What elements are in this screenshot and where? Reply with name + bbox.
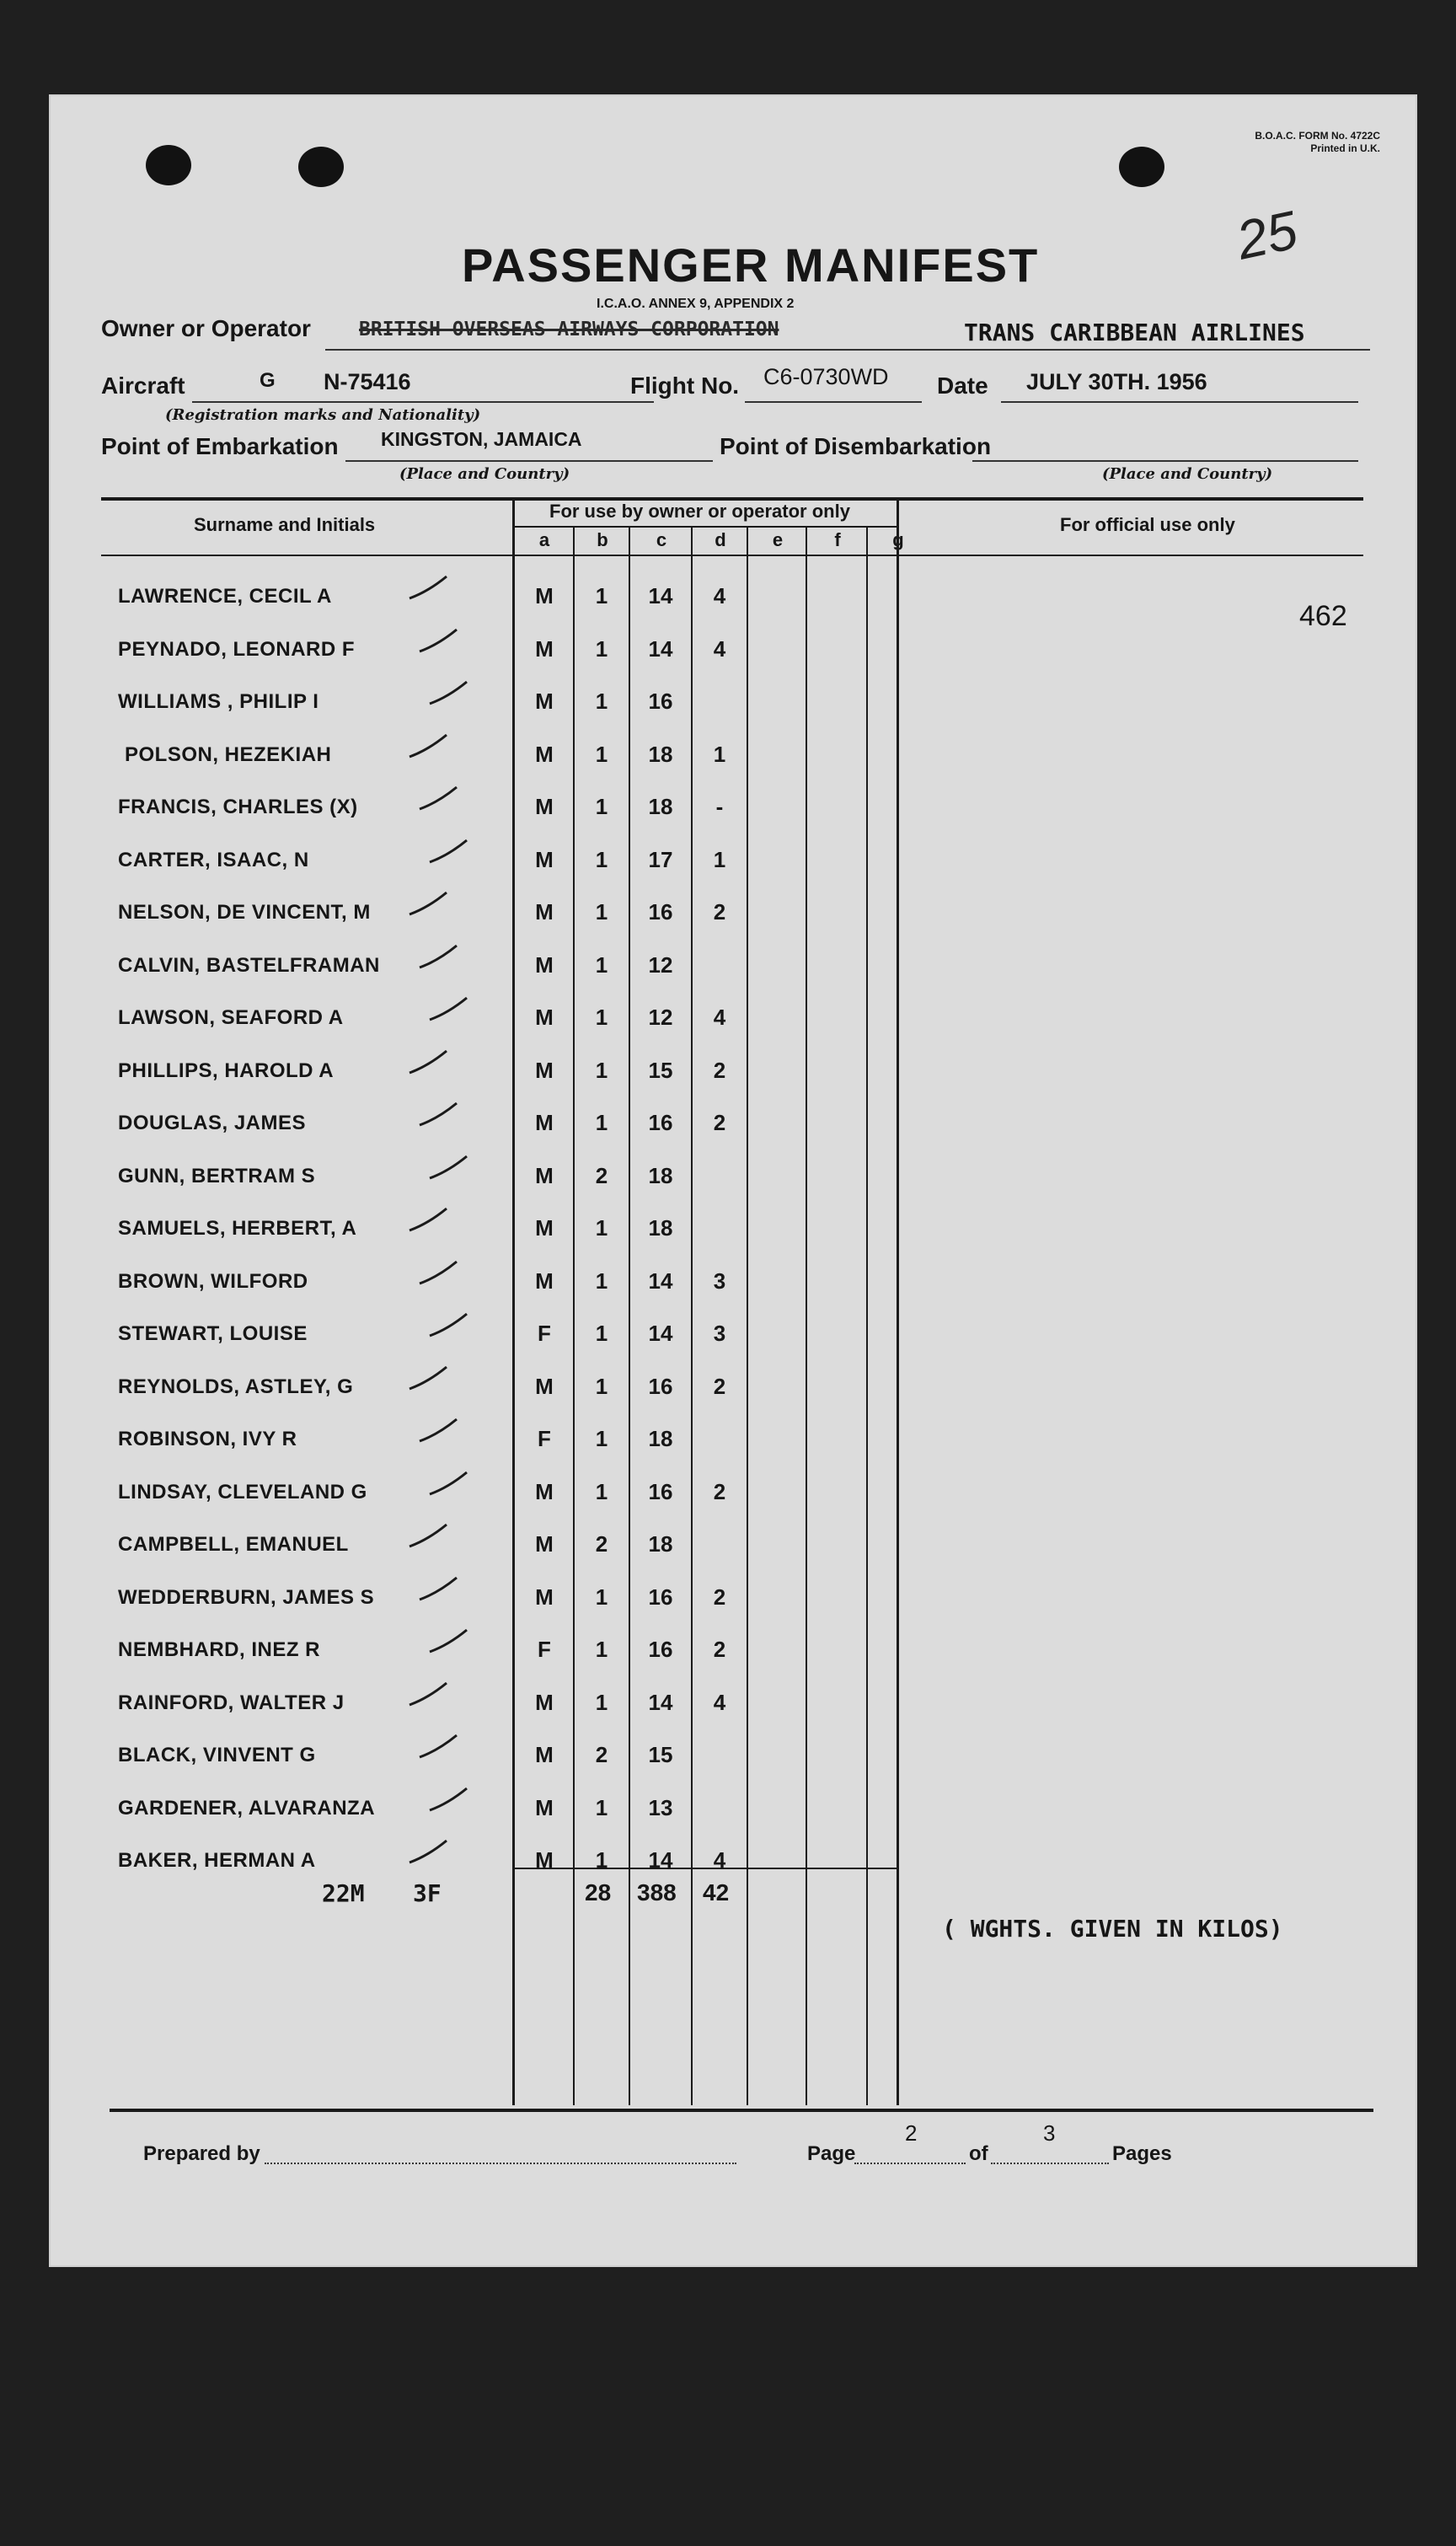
handwritten-corner-mark: 25 bbox=[1231, 199, 1303, 271]
cell-b: 2 bbox=[595, 1531, 608, 1557]
passenger-name: POLSON, HEZEKIAH bbox=[125, 743, 332, 766]
check-mark-icon bbox=[403, 1205, 453, 1237]
date-value: JULY 30TH. 1956 bbox=[1026, 369, 1207, 394]
cell-c: 13 bbox=[648, 1795, 673, 1820]
cell-b: 1 bbox=[595, 952, 608, 978]
manifest-sheet bbox=[49, 94, 1417, 2267]
cell-a: M bbox=[535, 1163, 554, 1188]
surname-header: Surname and Initials bbox=[194, 514, 376, 535]
passenger-name: LINDSAY, CLEVELAND G bbox=[118, 1481, 367, 1503]
cell-b: 1 bbox=[595, 1005, 608, 1030]
cell-c: 18 bbox=[648, 742, 673, 767]
passenger-name: NEMBHARD, INEZ R bbox=[118, 1638, 320, 1661]
totals-female: 3F bbox=[413, 1879, 442, 1907]
check-mark-icon bbox=[423, 1627, 474, 1659]
cell-c: 12 bbox=[648, 952, 673, 978]
punch-hole bbox=[1119, 147, 1164, 187]
cell-c: 18 bbox=[648, 1531, 673, 1557]
cell-a: F bbox=[538, 1637, 551, 1662]
cell-b: 1 bbox=[595, 636, 608, 662]
owner-value: TRANS CARIBBEAN AIRLINES bbox=[964, 319, 1305, 346]
group-header: For use by owner or operator only bbox=[549, 501, 850, 522]
cell-a: F bbox=[538, 1321, 551, 1346]
form-number: B.O.A.C. FORM No. 4722C Printed in U.K. bbox=[1255, 130, 1380, 154]
date-label: Date bbox=[937, 373, 988, 399]
passenger-name: DOUGLAS, JAMES bbox=[118, 1112, 307, 1134]
owner-struck-value: BRITISH OVERSEAS AIRWAYS CORPORATION bbox=[359, 319, 779, 340]
cell-d: 2 bbox=[713, 1110, 726, 1135]
passenger-name: SAMUELS, HERBERT, A bbox=[118, 1217, 357, 1240]
passenger-name: WILLIAMS , PHILIP I bbox=[118, 690, 319, 713]
check-mark-icon bbox=[403, 1680, 453, 1712]
passenger-name: REYNOLDS, ASTLEY, G bbox=[118, 1375, 354, 1398]
passenger-name: CALVIN, BASTELFRAMAN bbox=[118, 954, 380, 977]
official-note: 462 bbox=[1299, 600, 1347, 632]
cell-d: - bbox=[715, 794, 724, 819]
cell-b: 1 bbox=[595, 1268, 608, 1294]
embark-label: Point of Embarkation bbox=[101, 433, 339, 459]
cell-d: 2 bbox=[713, 1584, 726, 1610]
cell-c: 16 bbox=[648, 1374, 673, 1399]
disembark-note: (Place and Country) bbox=[1102, 465, 1273, 483]
cell-a: F bbox=[538, 1426, 551, 1451]
check-mark-icon bbox=[403, 1521, 453, 1553]
passenger-name: PEYNADO, LEONARD F bbox=[118, 638, 356, 661]
check-mark-icon bbox=[423, 994, 474, 1026]
cell-a: M bbox=[535, 583, 554, 608]
totals-d: 42 bbox=[703, 1879, 730, 1905]
cell-d: 4 bbox=[713, 1847, 726, 1873]
cell-d: 2 bbox=[713, 1637, 726, 1662]
page-subtitle: I.C.A.O. ANNEX 9, APPENDIX 2 bbox=[597, 297, 795, 311]
check-mark-icon bbox=[413, 1100, 463, 1132]
passenger-name: NELSON, DE VINCENT, M bbox=[118, 901, 371, 924]
cell-b: 1 bbox=[595, 1479, 608, 1504]
aircraft-note: (Registration marks and Nationality) bbox=[165, 406, 481, 424]
flight-label: Flight No. bbox=[630, 373, 740, 399]
check-mark-icon bbox=[413, 1574, 463, 1606]
check-mark-icon bbox=[403, 889, 453, 921]
cell-c: 17 bbox=[648, 847, 673, 872]
cell-a: M bbox=[535, 1795, 554, 1820]
check-mark-icon bbox=[423, 1469, 474, 1501]
check-mark-icon bbox=[423, 837, 474, 869]
cell-b: 1 bbox=[595, 1637, 608, 1662]
passenger-name: CAMPBELL, EMANUEL bbox=[118, 1533, 349, 1556]
column-header-a: a bbox=[538, 529, 550, 550]
page-label: Page bbox=[807, 2142, 856, 2165]
cell-d: 1 bbox=[713, 847, 726, 872]
cell-c: 16 bbox=[648, 1637, 673, 1662]
cell-a: M bbox=[535, 1531, 554, 1557]
cell-d: 3 bbox=[713, 1321, 726, 1346]
cell-a: M bbox=[535, 794, 554, 819]
prepared-label: Prepared by bbox=[143, 2142, 260, 2165]
cell-d: 3 bbox=[713, 1268, 726, 1294]
cell-d: 2 bbox=[713, 1479, 726, 1504]
cell-a: M bbox=[535, 1584, 554, 1610]
passenger-name: ROBINSON, IVY R bbox=[118, 1428, 297, 1450]
passenger-name: GUNN, BERTRAM S bbox=[118, 1165, 316, 1187]
passenger-name: RAINFORD, WALTER J bbox=[118, 1691, 345, 1714]
cell-d: 2 bbox=[713, 1374, 726, 1399]
column-header-g: g bbox=[892, 529, 904, 550]
owner-label: Owner or Operator bbox=[101, 315, 311, 341]
cell-c: 18 bbox=[648, 1163, 673, 1188]
cell-b: 2 bbox=[595, 1742, 608, 1767]
passenger-name: BROWN, WILFORD bbox=[118, 1270, 308, 1293]
passenger-name: LAWSON, SEAFORD A bbox=[118, 1006, 344, 1029]
disembark-label: Point of Disembarkation bbox=[720, 433, 992, 459]
cell-b: 2 bbox=[595, 1163, 608, 1188]
passenger-name: GARDENER, ALVARANZA bbox=[118, 1797, 376, 1820]
check-mark-icon bbox=[423, 1785, 474, 1817]
official-header: For official use only bbox=[1060, 514, 1235, 535]
cell-d: 4 bbox=[713, 583, 726, 608]
cell-a: M bbox=[535, 899, 554, 925]
cell-b: 1 bbox=[595, 1426, 608, 1451]
cell-b: 1 bbox=[595, 794, 608, 819]
cell-c: 16 bbox=[648, 899, 673, 925]
cell-c: 14 bbox=[648, 583, 673, 608]
passenger-name: LAWRENCE, CECIL A bbox=[118, 585, 332, 608]
of-value: 3 bbox=[1043, 2120, 1056, 2146]
cell-c: 18 bbox=[648, 1215, 673, 1241]
cell-c: 14 bbox=[648, 636, 673, 662]
aircraft-prefix: G bbox=[260, 369, 276, 392]
totals-b: 28 bbox=[585, 1879, 612, 1905]
cell-c: 14 bbox=[648, 1321, 673, 1346]
cell-b: 1 bbox=[595, 1374, 608, 1399]
page-title: PASSENGER MANIFEST bbox=[462, 239, 1040, 292]
cell-b: 1 bbox=[595, 1690, 608, 1715]
cell-c: 12 bbox=[648, 1005, 673, 1030]
cell-a: M bbox=[535, 1742, 554, 1767]
cell-b: 1 bbox=[595, 1795, 608, 1820]
cell-a: M bbox=[535, 1268, 554, 1294]
of-label: of bbox=[969, 2142, 988, 2165]
flight-value: C6-0730WD bbox=[763, 364, 889, 389]
cell-b: 1 bbox=[595, 899, 608, 925]
check-mark-icon bbox=[403, 573, 453, 605]
check-mark-icon bbox=[413, 1416, 463, 1448]
embark-note: (Place and Country) bbox=[399, 465, 570, 483]
cell-b: 1 bbox=[595, 583, 608, 608]
passenger-name: BAKER, HERMAN A bbox=[118, 1849, 316, 1872]
cell-b: 1 bbox=[595, 1215, 608, 1241]
cell-a: M bbox=[535, 1005, 554, 1030]
cell-c: 16 bbox=[648, 1479, 673, 1504]
totals-c: 388 bbox=[637, 1879, 677, 1905]
cell-a: M bbox=[535, 1690, 554, 1715]
cell-c: 15 bbox=[648, 1742, 673, 1767]
cell-d: 2 bbox=[713, 899, 726, 925]
cell-a: M bbox=[535, 1479, 554, 1504]
totals-male: 22M bbox=[322, 1879, 365, 1907]
passenger-name: FRANCIS, CHARLES (X) bbox=[118, 796, 358, 818]
cell-b: 1 bbox=[595, 1058, 608, 1083]
check-mark-icon bbox=[423, 1311, 474, 1343]
pages-label: Pages bbox=[1112, 2142, 1172, 2165]
check-mark-icon bbox=[423, 678, 474, 710]
check-mark-icon bbox=[403, 732, 453, 764]
page-value: 2 bbox=[905, 2120, 918, 2146]
check-mark-icon bbox=[413, 626, 463, 658]
cell-c: 18 bbox=[648, 794, 673, 819]
cell-b: 1 bbox=[595, 847, 608, 872]
cell-a: M bbox=[535, 1215, 554, 1241]
column-header-b: b bbox=[597, 529, 608, 550]
cell-c: 16 bbox=[648, 689, 673, 714]
passenger-name: STEWART, LOUISE bbox=[118, 1322, 308, 1345]
check-mark-icon bbox=[403, 1837, 453, 1869]
cell-a: M bbox=[535, 742, 554, 767]
cell-b: 1 bbox=[595, 1321, 608, 1346]
passenger-name: BLACK, VINVENT G bbox=[118, 1744, 316, 1766]
check-mark-icon bbox=[413, 1258, 463, 1290]
check-mark-icon bbox=[413, 784, 463, 816]
embark-value: KINGSTON, JAMAICA bbox=[381, 428, 582, 450]
cell-d: 4 bbox=[713, 1005, 726, 1030]
cell-c: 14 bbox=[648, 1268, 673, 1294]
cell-c: 18 bbox=[648, 1426, 673, 1451]
cell-a: M bbox=[535, 952, 554, 978]
check-mark-icon bbox=[403, 1364, 453, 1396]
cell-c: 14 bbox=[648, 1847, 673, 1873]
cell-d: 4 bbox=[713, 1690, 726, 1715]
cell-b: 1 bbox=[595, 1110, 608, 1135]
cell-b: 1 bbox=[595, 1584, 608, 1610]
check-mark-icon bbox=[403, 1048, 453, 1080]
cell-d: 4 bbox=[713, 636, 726, 662]
column-header-d: d bbox=[715, 529, 726, 550]
cell-a: M bbox=[535, 636, 554, 662]
check-mark-icon bbox=[423, 1153, 474, 1185]
weights-note: ( WGHTS. GIVEN IN KILOS) bbox=[942, 1915, 1283, 1943]
passenger-name: CARTER, ISAAC, N bbox=[118, 849, 309, 871]
cell-c: 15 bbox=[648, 1058, 673, 1083]
cell-d: 1 bbox=[713, 742, 726, 767]
cell-a: M bbox=[535, 1110, 554, 1135]
cell-d: 2 bbox=[713, 1058, 726, 1083]
cell-c: 16 bbox=[648, 1110, 673, 1135]
punch-hole bbox=[298, 147, 344, 187]
cell-b: 1 bbox=[595, 1847, 608, 1873]
cell-a: M bbox=[535, 689, 554, 714]
column-header-c: c bbox=[656, 529, 667, 550]
aircraft-value: N-75416 bbox=[324, 369, 411, 394]
column-header-f: f bbox=[834, 529, 841, 550]
cell-a: M bbox=[535, 1847, 554, 1873]
column-header-e: e bbox=[772, 529, 784, 550]
check-mark-icon bbox=[413, 942, 463, 974]
punch-hole bbox=[146, 145, 191, 185]
cell-c: 14 bbox=[648, 1690, 673, 1715]
cell-a: M bbox=[535, 1374, 554, 1399]
passenger-name: PHILLIPS, HAROLD A bbox=[118, 1059, 335, 1082]
aircraft-label: Aircraft bbox=[101, 373, 185, 399]
cell-a: M bbox=[535, 1058, 554, 1083]
check-mark-icon bbox=[413, 1732, 463, 1764]
cell-b: 1 bbox=[595, 689, 608, 714]
cell-b: 1 bbox=[595, 742, 608, 767]
cell-c: 16 bbox=[648, 1584, 673, 1610]
passenger-name: WEDDERBURN, JAMES S bbox=[118, 1586, 375, 1609]
cell-a: M bbox=[535, 847, 554, 872]
